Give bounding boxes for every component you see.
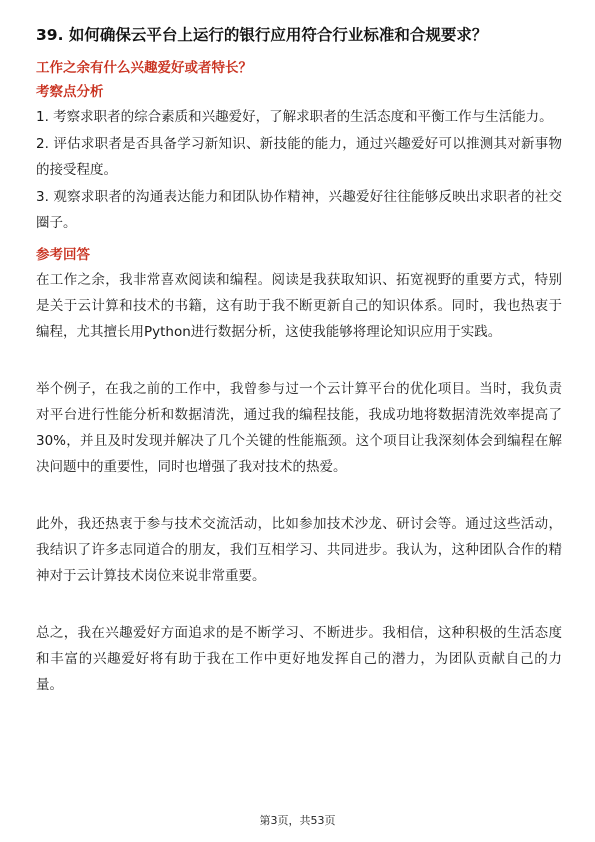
answer-paragraph-4: 总之，我在兴趣爱好方面追求的是不断学习、不断进步。我相信，这种积极的生活态度和丰富的兴趣爱好将有助于我在工作中更好地发挥自己的潜力，为团队贡献自己的力量。 (36, 625, 562, 693)
analysis-item-3: 3. 观察求职者的沟通表达能力和团队协作精神，兴趣爱好往往能够反映出求职者的社交圈子。 (36, 189, 562, 231)
analysis-item-2: 2. 评估求职者是否具备学习新知识、新技能的能力，通过兴趣爱好可以推测其对新事物的接受程度。 (36, 136, 562, 178)
analysis-item-1: 1. 考察求职者的综合素质和兴趣爱好，了解求职者的生活态度和平衡工作与生活能力。 (36, 109, 553, 125)
answer-heading: 参考回答 (36, 247, 90, 263)
sub-question-heading: 工作之余有什么兴趣爱好或者特长？ (36, 60, 252, 76)
page-footer (0, 813, 595, 829)
question-title (36, 22, 562, 48)
page-number: 第3页，共53页 (259, 814, 336, 827)
analysis-list (36, 104, 562, 236)
answer-paragraph-1: 在工作之余，我非常喜欢阅读和编程。阅读是我获取知识、拓宽视野的重要方式，特别是关于云计算和技术的书籍，这有助于我不断更新自己的知识体系。同时，我也热衷于编程，尤其擅长用Python进行数据分析，这使我能够将理论知识应用于实践。 (36, 272, 562, 340)
answer-paragraph-3: 此外，我还热衷于参与技术交流活动，比如参加技术沙龙、研讨会等。通过这些活动，我结识了许多志同道合的朋友，我们互相学习、共同进步。我认为，这种团队合作的精神对于云计算技术岗位来说非常重要。 (36, 516, 562, 584)
question-number: 39. (36, 26, 64, 44)
question-text: 如何确保云平台上运行的银行应用符合行业标准和合规要求？ (68, 26, 488, 44)
page-content (36, 22, 562, 698)
answer-body (36, 267, 562, 698)
answer-paragraph-2: 举个例子，在我之前的工作中，我曾参与过一个云计算平台的优化项目。当时，我负责对平台进行性能分析和数据清洗，通过我的编程技能，我成功地将数据清洗效率提高了30%，并且及时发现并解决了几个关键的性能瓶颈。这个项目让我深刻体会到编程在解决问题中的重要性，同时也增强了我对技术的热爱。 (36, 381, 562, 475)
analysis-heading: 考察点分析 (36, 84, 104, 100)
